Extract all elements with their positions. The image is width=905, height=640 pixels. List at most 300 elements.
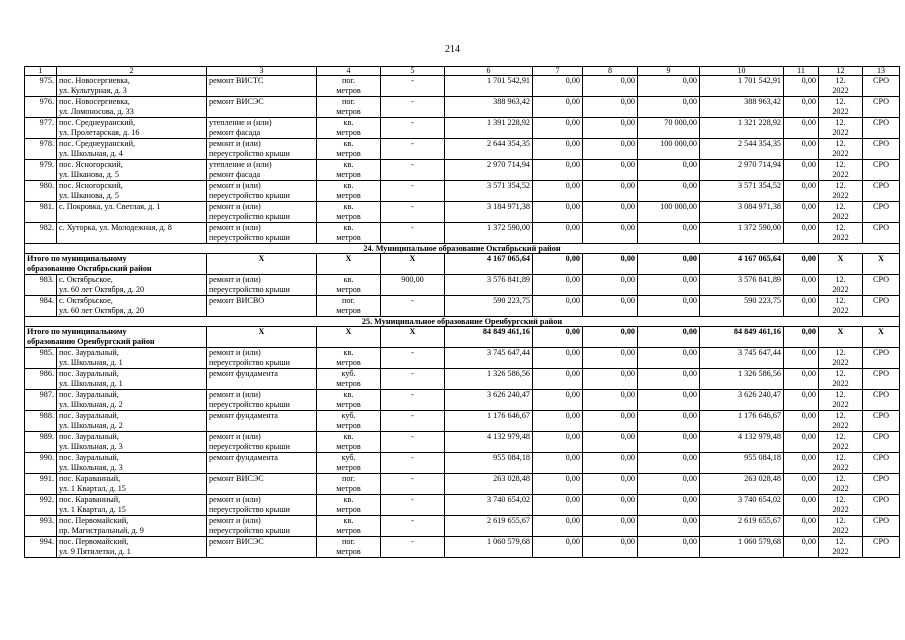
unit-cell: пог. метров — [317, 474, 381, 495]
volume-cell: - — [381, 432, 445, 453]
deadline-cell: 12. 2022 — [819, 97, 863, 118]
row-number: 978. — [25, 139, 57, 160]
owners-funds-cell: 388 963,42 — [700, 97, 784, 118]
fund-cell: 0,00 — [638, 369, 700, 390]
fund-cell: 0,00 — [583, 537, 638, 558]
volume-cell: - — [381, 97, 445, 118]
total-cell: 0,00 — [583, 327, 638, 348]
work-type-cell: ремонт и (или) переустройство крыши — [207, 516, 317, 537]
volume-cell: - — [381, 160, 445, 181]
fund-cell: 0,00 — [784, 223, 819, 244]
fund-cell: 0,00 — [533, 474, 583, 495]
fund-cell: 0,00 — [784, 181, 819, 202]
deadline-cell: 12. 2022 — [819, 411, 863, 432]
fund-cell: 0,00 — [784, 118, 819, 139]
fund-cell: 0,00 — [638, 516, 700, 537]
unit-cell: пог. метров — [317, 537, 381, 558]
row-number: 979. — [25, 160, 57, 181]
fund-cell: 0,00 — [784, 495, 819, 516]
row-number: 984. — [25, 296, 57, 317]
fund-cell: 0,00 — [583, 516, 638, 537]
cost-total-cell: 2 970 714,94 — [445, 160, 533, 181]
method-cell: СРО — [863, 97, 900, 118]
fund-cell: 0,00 — [583, 495, 638, 516]
method-cell: СРО — [863, 223, 900, 244]
deadline-cell: 12. 2022 — [819, 296, 863, 317]
volume-cell: - — [381, 474, 445, 495]
fund-cell: 0,00 — [638, 348, 700, 369]
row-number: 981. — [25, 202, 57, 223]
total-cell: X — [863, 327, 900, 348]
deadline-cell: 12. 2022 — [819, 369, 863, 390]
fund-cell: 0,00 — [533, 160, 583, 181]
fund-cell: 0,00 — [583, 411, 638, 432]
total-cost-cell: 4 167 065,64 — [445, 254, 533, 275]
method-cell: СРО — [863, 202, 900, 223]
deadline-cell: 12. 2022 — [819, 181, 863, 202]
address-cell: с. Хуторка, ул. Молодежная, д. 8 — [57, 223, 207, 244]
unit-cell: кв. метров — [317, 139, 381, 160]
fund-cell: 0,00 — [583, 432, 638, 453]
fund-cell: 0,00 — [533, 369, 583, 390]
work-type-cell: ремонт ВИСВО — [207, 296, 317, 317]
work-type-cell: ремонт и (или) переустройство крыши — [207, 432, 317, 453]
work-type-cell: ремонт и (или) переустройство крыши — [207, 181, 317, 202]
row-number: 991. — [25, 474, 57, 495]
row-number: 982. — [25, 223, 57, 244]
table-row — [25, 97, 900, 118]
fund-cell: 0,00 — [638, 453, 700, 474]
method-cell: СРО — [863, 139, 900, 160]
total-label: Итого по муниципальному образованию Оренбургский район — [25, 327, 207, 348]
volume-cell: 900,00 — [381, 275, 445, 296]
deadline-cell: 12. 2022 — [819, 390, 863, 411]
capital-repair-table — [24, 66, 900, 558]
total-cell: X — [317, 254, 381, 275]
fund-cell: 0,00 — [784, 516, 819, 537]
fund-cell: 0,00 — [533, 139, 583, 160]
total-label: Итого по муниципальному образованию Октябрьский район — [25, 254, 207, 275]
total-cell: 0,00 — [583, 254, 638, 275]
fund-cell: 0,00 — [583, 474, 638, 495]
address-cell: пос. Зауральный, ул. Школьная, д. 1 — [57, 369, 207, 390]
cost-total-cell: 4 132 979,48 — [445, 432, 533, 453]
fund-cell: 0,00 — [533, 348, 583, 369]
owners-funds-cell: 3 740 654,02 — [700, 495, 784, 516]
fund-cell: 0,00 — [533, 432, 583, 453]
header-cell: 13 — [863, 67, 900, 76]
volume-cell: - — [381, 202, 445, 223]
deadline-cell: 12. 2022 — [819, 474, 863, 495]
fund-cell: 0,00 — [784, 453, 819, 474]
deadline-cell: 12. 2022 — [819, 202, 863, 223]
fund-cell: 0,00 — [583, 275, 638, 296]
cost-total-cell: 1 372 590,00 — [445, 223, 533, 244]
volume-cell: - — [381, 139, 445, 160]
row-number: 992. — [25, 495, 57, 516]
address-cell: пос. Зауральный, ул. Школьная, д. 3 — [57, 453, 207, 474]
deadline-cell: 12. 2022 — [819, 118, 863, 139]
owners-funds-cell: 2 544 354,35 — [700, 139, 784, 160]
cost-total-cell: 388 963,42 — [445, 97, 533, 118]
work-type-cell: ремонт и (или) переустройство крыши — [207, 275, 317, 296]
fund-cell: 0,00 — [583, 348, 638, 369]
work-type-cell: ремонт и (или) переустройство крыши — [207, 202, 317, 223]
address-cell: с. Октябрьское, ул. 60 лет Октября, д. 20 — [57, 296, 207, 317]
volume-cell: - — [381, 516, 445, 537]
unit-cell: куб. метров — [317, 453, 381, 474]
fund-cell: 0,00 — [533, 275, 583, 296]
total-owners-cell: 4 167 065,64 — [700, 254, 784, 275]
table-row — [25, 495, 900, 516]
address-cell: пос. Первомайский, ул. 9 Пятилетки, д. 1 — [57, 537, 207, 558]
unit-cell: кв. метров — [317, 118, 381, 139]
table-row — [25, 453, 900, 474]
fund-cell: 0,00 — [583, 97, 638, 118]
fund-cell: 0,00 — [638, 537, 700, 558]
header-cell: 1 — [25, 67, 57, 76]
volume-cell: - — [381, 453, 445, 474]
work-type-cell: ремонт ВИСТС — [207, 76, 317, 97]
fund-cell: 0,00 — [638, 275, 700, 296]
table-row — [25, 411, 900, 432]
fund-cell: 0,00 — [583, 160, 638, 181]
volume-cell: - — [381, 348, 445, 369]
fund-cell: 0,00 — [638, 97, 700, 118]
fund-cell: 0,00 — [583, 453, 638, 474]
header-row — [25, 67, 900, 76]
work-type-cell: ремонт и (или) переустройство крыши — [207, 139, 317, 160]
table-row — [25, 390, 900, 411]
table-row — [25, 223, 900, 244]
total-cell: 0,00 — [638, 327, 700, 348]
fund-cell: 0,00 — [638, 296, 700, 317]
fund-cell: 0,00 — [638, 181, 700, 202]
fund-cell: 0,00 — [533, 118, 583, 139]
unit-cell: кв. метров — [317, 516, 381, 537]
header-cell: 11 — [784, 67, 819, 76]
table-row — [25, 296, 900, 317]
method-cell: СРО — [863, 495, 900, 516]
fund-cell: 100 000,00 — [638, 202, 700, 223]
fund-cell: 0,00 — [784, 139, 819, 160]
cost-total-cell: 263 028,48 — [445, 474, 533, 495]
table-row — [25, 516, 900, 537]
cost-total-cell: 2 619 655,67 — [445, 516, 533, 537]
address-cell: пос. Ясногорский, ул. Шканова, д. 5 — [57, 181, 207, 202]
work-type-cell: ремонт и (или) переустройство крыши — [207, 223, 317, 244]
address-cell: пос. Зауральный, ул. Школьная, д. 2 — [57, 390, 207, 411]
fund-cell: 0,00 — [638, 160, 700, 181]
table-row — [25, 160, 900, 181]
total-owners-cell: 84 849 461,16 — [700, 327, 784, 348]
header-cell: 2 — [57, 67, 207, 76]
owners-funds-cell: 955 084,18 — [700, 453, 784, 474]
fund-cell: 0,00 — [583, 118, 638, 139]
cost-total-cell: 3 184 971,38 — [445, 202, 533, 223]
method-cell: СРО — [863, 453, 900, 474]
owners-funds-cell: 3 626 240,47 — [700, 390, 784, 411]
row-number: 976. — [25, 97, 57, 118]
cost-total-cell: 3 571 354,52 — [445, 181, 533, 202]
deadline-cell: 12. 2022 — [819, 139, 863, 160]
unit-cell: кв. метров — [317, 202, 381, 223]
method-cell: СРО — [863, 369, 900, 390]
fund-cell: 0,00 — [784, 432, 819, 453]
fund-cell: 0,00 — [784, 76, 819, 97]
fund-cell: 0,00 — [533, 296, 583, 317]
unit-cell: кв. метров — [317, 432, 381, 453]
section-heading: 25. Муниципальное образование Оренбургский район — [25, 317, 900, 327]
fund-cell: 0,00 — [583, 76, 638, 97]
volume-cell: - — [381, 181, 445, 202]
total-row — [25, 254, 900, 275]
total-cell: X — [207, 327, 317, 348]
fund-cell: 0,00 — [533, 97, 583, 118]
fund-cell: 0,00 — [784, 296, 819, 317]
address-cell: пос. Среднеуранский, ул. Пролетарская, д. 16 — [57, 118, 207, 139]
unit-cell: кв. метров — [317, 390, 381, 411]
table-row — [25, 275, 900, 296]
cost-total-cell: 1 326 586,56 — [445, 369, 533, 390]
method-cell: СРО — [863, 275, 900, 296]
method-cell: СРО — [863, 296, 900, 317]
table-row — [25, 432, 900, 453]
volume-cell: - — [381, 369, 445, 390]
owners-funds-cell: 2 970 714,94 — [700, 160, 784, 181]
table-body — [25, 67, 900, 558]
header-cell: 7 — [533, 67, 583, 76]
fund-cell: 0,00 — [533, 537, 583, 558]
owners-funds-cell: 1 176 646,67 — [700, 411, 784, 432]
row-number: 977. — [25, 118, 57, 139]
total-cost-cell: 84 849 461,16 — [445, 327, 533, 348]
fund-cell: 0,00 — [533, 453, 583, 474]
method-cell: СРО — [863, 118, 900, 139]
method-cell: СРО — [863, 537, 900, 558]
fund-cell: 0,00 — [533, 181, 583, 202]
work-type-cell: ремонт и (или) переустройство крыши — [207, 390, 317, 411]
fund-cell: 0,00 — [784, 160, 819, 181]
unit-cell: кв. метров — [317, 223, 381, 244]
method-cell: СРО — [863, 411, 900, 432]
row-number: 988. — [25, 411, 57, 432]
fund-cell: 0,00 — [784, 390, 819, 411]
fund-cell: 0,00 — [784, 275, 819, 296]
fund-cell: 0,00 — [638, 495, 700, 516]
volume-cell: - — [381, 296, 445, 317]
address-cell: пос. Караванный, ул. 1 Квартал, д. 15 — [57, 495, 207, 516]
row-number: 989. — [25, 432, 57, 453]
work-type-cell: ремонт фундамента — [207, 453, 317, 474]
work-type-cell: ремонт ВИСЭС — [207, 97, 317, 118]
row-number: 987. — [25, 390, 57, 411]
address-cell: с. Октябрьское, ул. 60 лет Октября, д. 20 — [57, 275, 207, 296]
total-cell: X — [819, 327, 863, 348]
volume-cell: - — [381, 223, 445, 244]
owners-funds-cell: 1 326 586,56 — [700, 369, 784, 390]
row-number: 980. — [25, 181, 57, 202]
header-cell: 12 — [819, 67, 863, 76]
table-row — [25, 76, 900, 97]
page-number: 214 — [445, 44, 460, 55]
owners-funds-cell: 3 084 971,38 — [700, 202, 784, 223]
fund-cell: 0,00 — [583, 390, 638, 411]
cost-total-cell: 1 176 646,67 — [445, 411, 533, 432]
row-number: 990. — [25, 453, 57, 474]
total-cell: X — [863, 254, 900, 275]
header-cell: 9 — [638, 67, 700, 76]
work-type-cell: утепление и (или) ремонт фасада — [207, 118, 317, 139]
unit-cell: кв. метров — [317, 495, 381, 516]
deadline-cell: 12. 2022 — [819, 160, 863, 181]
table-row — [25, 202, 900, 223]
header-cell: 10 — [700, 67, 784, 76]
fund-cell: 0,00 — [583, 296, 638, 317]
total-cell: X — [819, 254, 863, 275]
owners-funds-cell: 1 060 579,68 — [700, 537, 784, 558]
section-heading-row — [25, 244, 900, 254]
fund-cell: 0,00 — [533, 516, 583, 537]
fund-cell: 70 000,00 — [638, 118, 700, 139]
work-type-cell: ремонт фундамента — [207, 369, 317, 390]
cost-total-cell: 590 223,75 — [445, 296, 533, 317]
volume-cell: - — [381, 411, 445, 432]
address-cell: пос. Караванный, ул. 1 Квартал, д. 15 — [57, 474, 207, 495]
fund-cell: 0,00 — [533, 202, 583, 223]
total-row — [25, 327, 900, 348]
header-cell: 3 — [207, 67, 317, 76]
table-row — [25, 139, 900, 160]
table-row — [25, 348, 900, 369]
fund-cell: 0,00 — [533, 390, 583, 411]
row-number: 983. — [25, 275, 57, 296]
work-type-cell: ремонт и (или) переустройство крыши — [207, 348, 317, 369]
volume-cell: - — [381, 495, 445, 516]
total-cell: X — [381, 327, 445, 348]
total-cell: 0,00 — [784, 254, 819, 275]
total-cell: X — [317, 327, 381, 348]
fund-cell: 0,00 — [784, 97, 819, 118]
deadline-cell: 12. 2022 — [819, 453, 863, 474]
header-cell: 4 — [317, 67, 381, 76]
fund-cell: 0,00 — [583, 181, 638, 202]
address-cell: пос. Ясногорский, ул. Шканова, д. 5 — [57, 160, 207, 181]
total-cell: 0,00 — [533, 254, 583, 275]
row-number: 985. — [25, 348, 57, 369]
cost-total-cell: 2 644 354,35 — [445, 139, 533, 160]
fund-cell: 0,00 — [784, 474, 819, 495]
fund-cell: 0,00 — [638, 411, 700, 432]
address-cell: с. Покровка, ул. Светлая, д. 1 — [57, 202, 207, 223]
deadline-cell: 12. 2022 — [819, 495, 863, 516]
row-number: 993. — [25, 516, 57, 537]
cost-total-cell: 3 626 240,47 — [445, 390, 533, 411]
table-row — [25, 181, 900, 202]
owners-funds-cell: 1 372 590,00 — [700, 223, 784, 244]
cost-total-cell: 1 060 579,68 — [445, 537, 533, 558]
fund-cell: 0,00 — [533, 223, 583, 244]
work-type-cell: ремонт ВИСЭС — [207, 474, 317, 495]
owners-funds-cell: 590 223,75 — [700, 296, 784, 317]
cost-total-cell: 1 701 542,91 — [445, 76, 533, 97]
fund-cell: 0,00 — [638, 223, 700, 244]
row-number: 994. — [25, 537, 57, 558]
row-number: 975. — [25, 76, 57, 97]
volume-cell: - — [381, 537, 445, 558]
header-cell: 5 — [381, 67, 445, 76]
volume-cell: - — [381, 76, 445, 97]
total-cell: X — [381, 254, 445, 275]
cost-total-cell: 1 391 228,92 — [445, 118, 533, 139]
work-type-cell: утепление и (или) ремонт фасада — [207, 160, 317, 181]
owners-funds-cell: 3 576 841,89 — [700, 275, 784, 296]
address-cell: пос. Зауральный, ул. Школьная, д. 1 — [57, 348, 207, 369]
fund-cell: 0,00 — [583, 139, 638, 160]
fund-cell: 0,00 — [638, 432, 700, 453]
method-cell: СРО — [863, 432, 900, 453]
deadline-cell: 12. 2022 — [819, 537, 863, 558]
work-type-cell: ремонт и (или) переустройство крыши — [207, 495, 317, 516]
fund-cell: 0,00 — [638, 474, 700, 495]
owners-funds-cell: 3 745 647,44 — [700, 348, 784, 369]
cost-total-cell: 3 745 647,44 — [445, 348, 533, 369]
method-cell: СРО — [863, 348, 900, 369]
address-cell: пос. Зауральный, ул. Школьная, д. 3 — [57, 432, 207, 453]
cost-total-cell: 3 576 841,89 — [445, 275, 533, 296]
row-number: 986. — [25, 369, 57, 390]
address-cell: пос. Зауральный, ул. Школьная, д. 2 — [57, 411, 207, 432]
address-cell: пос. Новосергиевка, ул. Культурная, д. 3 — [57, 76, 207, 97]
method-cell: СРО — [863, 474, 900, 495]
cost-total-cell: 3 740 654,02 — [445, 495, 533, 516]
unit-cell: пог. метров — [317, 97, 381, 118]
unit-cell: кв. метров — [317, 275, 381, 296]
deadline-cell: 12. 2022 — [819, 432, 863, 453]
method-cell: СРО — [863, 160, 900, 181]
method-cell: СРО — [863, 516, 900, 537]
fund-cell: 0,00 — [583, 202, 638, 223]
fund-cell: 0,00 — [784, 348, 819, 369]
table-row — [25, 118, 900, 139]
fund-cell: 0,00 — [784, 202, 819, 223]
fund-cell: 100 000,00 — [638, 139, 700, 160]
address-cell: пос. Новосергиевка, ул. Ломоносова, д. 33 — [57, 97, 207, 118]
fund-cell: 0,00 — [533, 76, 583, 97]
deadline-cell: 12. 2022 — [819, 223, 863, 244]
method-cell: СРО — [863, 181, 900, 202]
header-cell: 8 — [583, 67, 638, 76]
owners-funds-cell: 2 619 655,67 — [700, 516, 784, 537]
method-cell: СРО — [863, 390, 900, 411]
fund-cell: 0,00 — [784, 537, 819, 558]
work-type-cell: ремонт фундамента — [207, 411, 317, 432]
deadline-cell: 12. 2022 — [819, 348, 863, 369]
fund-cell: 0,00 — [784, 369, 819, 390]
unit-cell: куб. метров — [317, 369, 381, 390]
address-cell: пос. Первомайский, пр. Магистральный, д. 9 — [57, 516, 207, 537]
deadline-cell: 12. 2022 — [819, 516, 863, 537]
deadline-cell: 12. 2022 — [819, 76, 863, 97]
volume-cell: - — [381, 390, 445, 411]
total-cell: 0,00 — [638, 254, 700, 275]
table-row — [25, 369, 900, 390]
unit-cell: кв. метров — [317, 348, 381, 369]
owners-funds-cell: 263 028,48 — [700, 474, 784, 495]
address-cell: пос. Среднеуранский, ул. Школьная, д. 4 — [57, 139, 207, 160]
unit-cell: кв. метров — [317, 160, 381, 181]
unit-cell: куб. метров — [317, 411, 381, 432]
